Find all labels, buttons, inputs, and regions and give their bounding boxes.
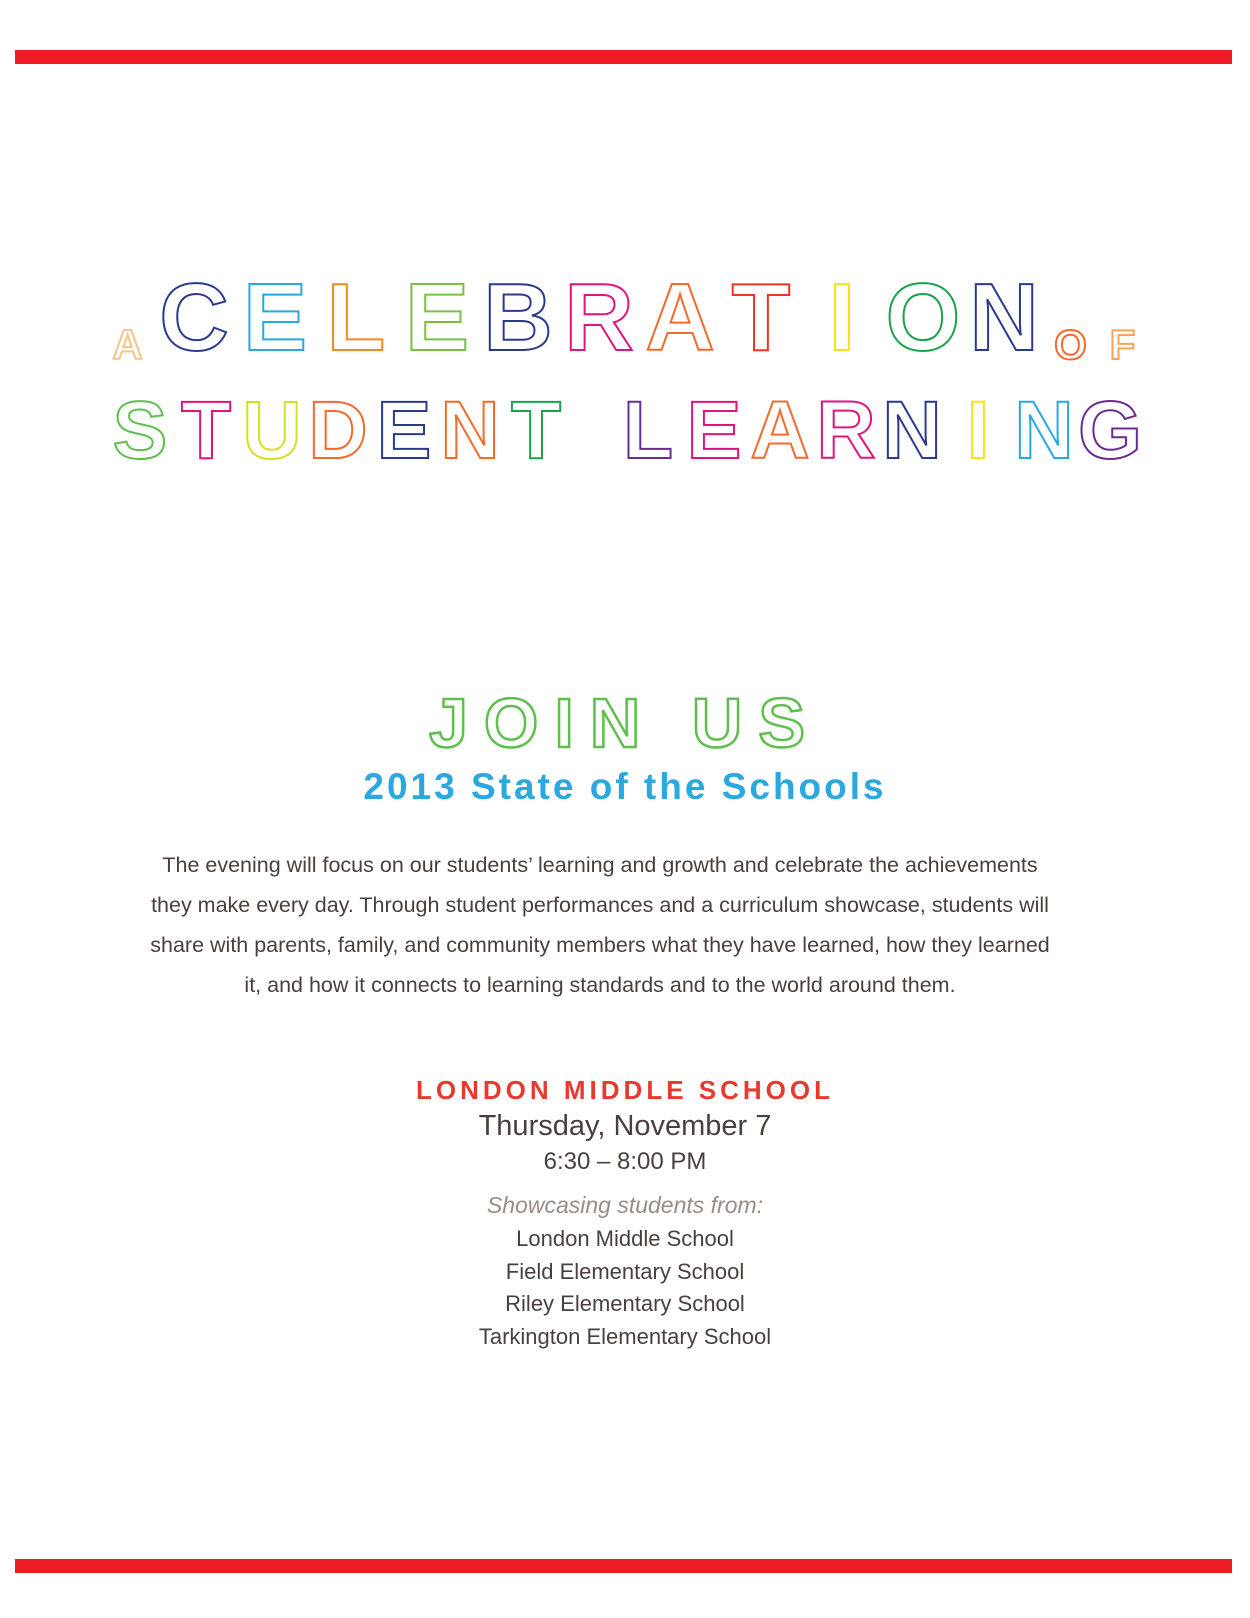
headline-letter: G <box>1078 385 1142 476</box>
headline-letter: E <box>242 264 308 371</box>
headline-letter: U <box>242 385 302 476</box>
headline-letter: I <box>966 385 990 476</box>
headline-letter: N <box>1014 385 1074 476</box>
headline-letter: C <box>159 264 229 371</box>
headline-letter: A <box>750 385 810 476</box>
headline-letter: N <box>882 385 942 476</box>
join-us-heading: JOIN US <box>428 684 822 762</box>
headline-letter: N <box>969 264 1039 371</box>
event-subtitle: 2013 State of the Schools <box>363 766 887 807</box>
headline-letter: T <box>180 385 232 476</box>
headline-letter: T <box>731 264 791 371</box>
school-item: Field Elementary School <box>505 1258 745 1284</box>
headline-letter: N <box>440 385 500 476</box>
headline-letter: L <box>622 385 674 476</box>
event-time: 6:30 – 8:00 PM <box>543 1148 707 1175</box>
headline-letter: D <box>308 385 368 476</box>
headline-letter: E <box>686 385 742 476</box>
headline-letter: E <box>404 264 470 371</box>
headline-letter: O <box>885 264 961 371</box>
event-date: Thursday, November 7 <box>478 1110 772 1142</box>
top-red-rule <box>15 50 1232 64</box>
headline-line-2 <box>0 385 1250 476</box>
headline-letter: O <box>1054 321 1087 368</box>
event-description: The evening will focus on our students’ learning and growth and celebrate the achievements they make every day. Through student performances and a curriculum showcase, students will share with parents, family, and community members what they have learned, how they learned it, and how it connects to learning standards and to the world around them. <box>150 853 1050 997</box>
headline-letter: F <box>1109 321 1136 368</box>
school-item: London Middle School <box>516 1226 734 1251</box>
headline-letter: A <box>112 321 143 368</box>
headline-letter: E <box>376 385 432 476</box>
headline-letter: I <box>828 264 856 371</box>
school-item: Tarkington Elementary School <box>478 1323 772 1349</box>
headline-line-1 <box>0 264 1250 371</box>
headline-letter: S <box>112 385 168 476</box>
headline-letter: A <box>645 264 715 371</box>
headline-letter: B <box>483 264 553 371</box>
school-list <box>0 1223 1250 1353</box>
showcase-label: Showcasing students from: <box>486 1192 764 1218</box>
headline-letter: R <box>564 264 634 371</box>
headline-letter: L <box>326 264 386 371</box>
headline-letter: R <box>816 385 876 476</box>
venue-name: LONDON MIDDLE SCHOOL <box>416 1075 834 1105</box>
headline-letter: T <box>510 385 562 476</box>
bottom-red-rule <box>15 1559 1232 1573</box>
school-item: Riley Elementary School <box>505 1291 745 1316</box>
